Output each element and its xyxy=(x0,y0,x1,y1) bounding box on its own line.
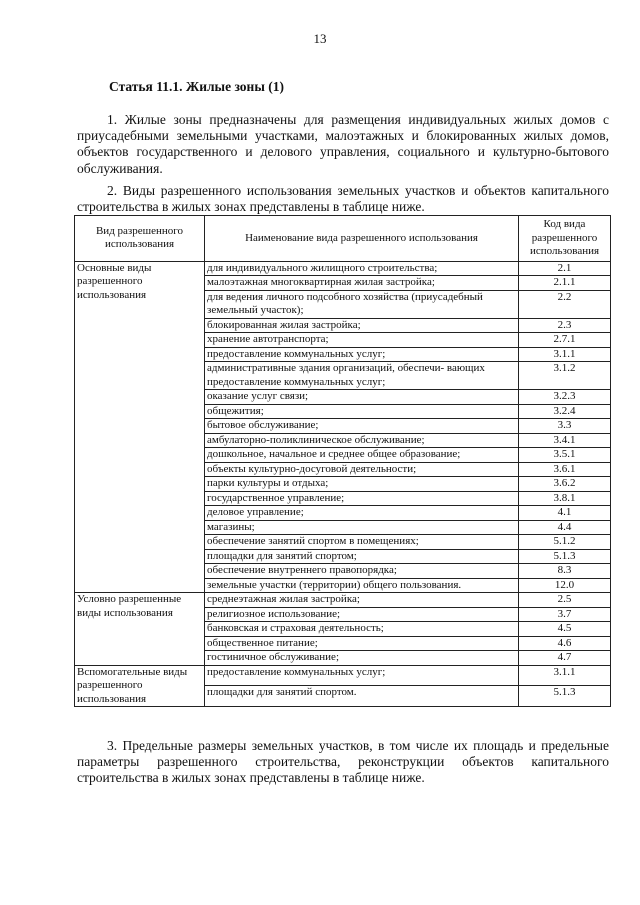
table-header-row xyxy=(75,216,611,262)
use-code: 2.1 xyxy=(519,261,611,276)
use-name: общежития; xyxy=(205,404,519,419)
use-code: 3.1.1 xyxy=(519,665,611,686)
paragraph-3 xyxy=(77,738,609,787)
paragraph-1 xyxy=(77,112,609,177)
use-name: оказание услуг связи; xyxy=(205,390,519,405)
use-name: предоставление коммунальных услуг; xyxy=(205,665,519,686)
page-number: 13 xyxy=(313,31,327,46)
use-name: земельные участки (территории) общего пользования. xyxy=(205,578,519,593)
use-name: малоэтажная многоквартирная жилая застройка; xyxy=(205,276,519,291)
use-name: административные здания организаций, обеспечи- вающих предоставление коммунальных услуг; xyxy=(205,362,519,390)
use-name: предоставление коммунальных услуг; xyxy=(205,347,519,362)
use-category: Вспомогательные виды разрешенного использования xyxy=(75,665,205,707)
use-code: 4.5 xyxy=(519,622,611,637)
use-code: 8.3 xyxy=(519,564,611,579)
use-code: 2.3 xyxy=(519,318,611,333)
header-use-name: Наименование вида разрешенного использования xyxy=(205,216,519,262)
use-name: банковская и страховая деятельность; xyxy=(205,622,519,637)
use-name: объекты культурно-досуговой деятельности; xyxy=(205,462,519,477)
use-code: 3.3 xyxy=(519,419,611,434)
use-code: 2.2 xyxy=(519,290,611,318)
use-code: 4.4 xyxy=(519,520,611,535)
use-code: 12.0 xyxy=(519,578,611,593)
use-name: для ведения личного подсобного хозяйства (приусадебный земельный участок); xyxy=(205,290,519,318)
use-code: 3.7 xyxy=(519,607,611,622)
table-row xyxy=(75,593,611,608)
use-code: 3.2.3 xyxy=(519,390,611,405)
use-code: 5.1.2 xyxy=(519,535,611,550)
use-name: дошкольное, начальное и среднее общее образование; xyxy=(205,448,519,463)
use-name: бытовое обслуживание; xyxy=(205,419,519,434)
land-use-table xyxy=(74,215,611,707)
paragraph-2-text: 2. Виды разрешенного использования земельных участков и объектов капитального строительства в жилых зонах представлены в таблице ниже. xyxy=(77,183,609,215)
use-code: 2.1.1 xyxy=(519,276,611,291)
use-code: 5.1.3 xyxy=(519,686,611,707)
use-name: государственное управление; xyxy=(205,491,519,506)
use-code: 2.7.1 xyxy=(519,333,611,348)
paragraph-1-text: 1. Жилые зоны предназначены для размещения индивидуальных жилых домов с приусадебными земельными участками, малоэтажных и блокированных жилых домов, объектов государственного и делового управления, социального и культурно-бытового обслуживания. xyxy=(77,112,609,176)
use-category: Основные виды разрешенного использования xyxy=(75,261,205,593)
use-name: религиозное использование; xyxy=(205,607,519,622)
use-name: амбулаторно-поликлиническое обслуживание; xyxy=(205,433,519,448)
use-code: 2.5 xyxy=(519,593,611,608)
use-name: хранение автотранспорта; xyxy=(205,333,519,348)
use-name: обеспечение занятий спортом в помещениях; xyxy=(205,535,519,550)
header-use-code: Код вида разрешенного использования xyxy=(519,216,611,262)
paragraph-3-text: 3. Предельные размеры земельных участков, в том числе их площадь и предельные параметры разрешенного строительства, реконструкции объектов капитального строительства в жилых зонах представлены в таблице ниже. xyxy=(77,738,609,786)
use-code: 4.1 xyxy=(519,506,611,521)
use-code: 4.7 xyxy=(519,651,611,666)
use-name: деловое управление; xyxy=(205,506,519,521)
use-name: среднеэтажная жилая застройка; xyxy=(205,593,519,608)
use-name: гостиничное обслуживание; xyxy=(205,651,519,666)
use-code: 3.5.1 xyxy=(519,448,611,463)
use-name: площадки для занятий спортом. xyxy=(205,686,519,707)
use-name: блокированная жилая застройка; xyxy=(205,318,519,333)
table-row xyxy=(75,261,611,276)
header-use-type: Вид разрешенного использования xyxy=(75,216,205,262)
use-code: 5.1.3 xyxy=(519,549,611,564)
use-code: 3.4.1 xyxy=(519,433,611,448)
use-code: 4.6 xyxy=(519,636,611,651)
use-name: для индивидуального жилищного строительства; xyxy=(205,261,519,276)
use-name: магазины; xyxy=(205,520,519,535)
use-code: 3.1.1 xyxy=(519,347,611,362)
use-code: 3.8.1 xyxy=(519,491,611,506)
use-name: обеспечение внутреннего правопорядка; xyxy=(205,564,519,579)
article-title: Статья 11.1. Жилые зоны (1) xyxy=(109,79,284,94)
paragraph-2 xyxy=(77,183,609,215)
use-name: общественное питание; xyxy=(205,636,519,651)
use-name: площадки для занятий спортом; xyxy=(205,549,519,564)
use-code: 3.1.2 xyxy=(519,362,611,390)
use-code: 3.6.2 xyxy=(519,477,611,492)
table-row xyxy=(75,665,611,686)
use-name: парки культуры и отдыха; xyxy=(205,477,519,492)
table-body xyxy=(75,261,611,707)
use-code: 3.2.4 xyxy=(519,404,611,419)
use-category: Условно разрешенные виды использования xyxy=(75,593,205,666)
use-code: 3.6.1 xyxy=(519,462,611,477)
